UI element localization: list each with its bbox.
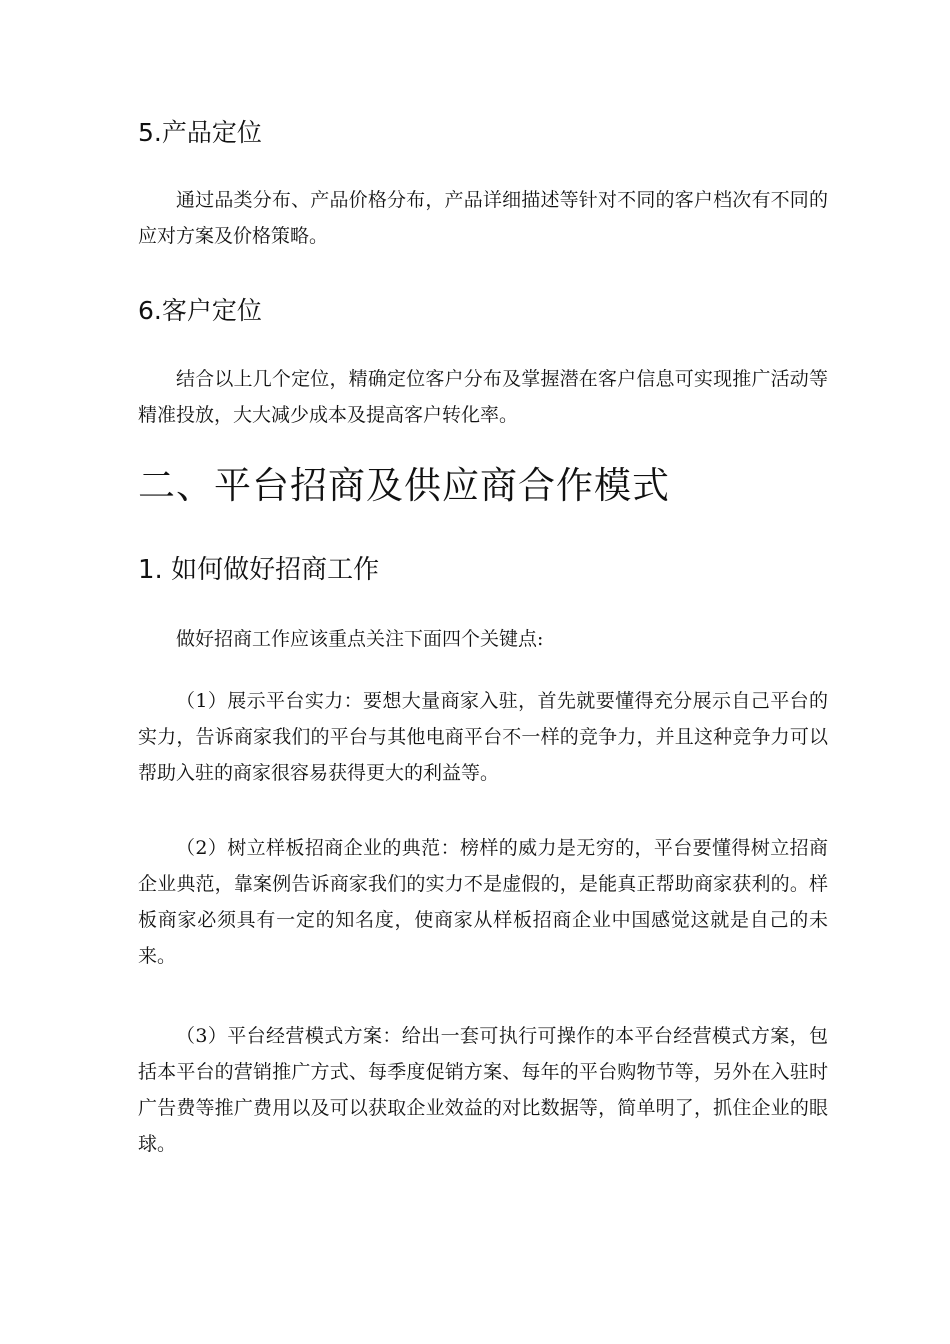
chapter-heading-merchant-recruitment: 二、平台招商及供应商合作模式	[138, 464, 670, 507]
paragraph-point-1: （1）展示平台实力：要想大量商家入驻，首先就要懂得充分展示自己平台的实力，告诉商家我们的平台与其他电商平台不一样的竞争力，并且这种竞争力可以帮助入驻的商家很容易获得更大的利益等。	[138, 690, 828, 784]
paragraph-key-points-intro: 做好招商工作应该重点关注下面四个关键点:	[176, 628, 544, 650]
section-heading-customer-positioning: 6.客户定位	[138, 296, 262, 325]
subsection-heading-recruitment-work: 1. 如何做好招商工作	[138, 555, 380, 585]
paragraph-customer-positioning: 结合以上几个定位，精确定位客户分布及掌握潜在客户信息可实现推广活动等精准投放，大大减少成本及提高客户转化率。	[138, 368, 828, 426]
section-heading-product-positioning: 5.产品定位	[138, 118, 262, 147]
paragraph-point-3: （3）平台经营模式方案：给出一套可执行可操作的本平台经营模式方案，包括本平台的营销推广方式、每季度促销方案、每年的平台购物节等，另外在入驻时广告费等推广费用以及可以获取企业效益的对比数据等，简单明了，抓住企业的眼球。	[138, 1025, 828, 1155]
paragraph-point-2: （2）树立样板招商企业的典范：榜样的威力是无穷的，平台要懂得树立招商企业典范，靠案例告诉商家我们的实力不是虚假的，是能真正帮助商家获利的。样板商家必须具有一定的知名度，使商家从样板招商企业中国感觉这就是自己的未来。	[138, 837, 828, 967]
paragraph-product-positioning: 通过品类分布、产品价格分布，产品详细描述等针对不同的客户档次有不同的应对方案及价格策略。	[138, 189, 828, 247]
